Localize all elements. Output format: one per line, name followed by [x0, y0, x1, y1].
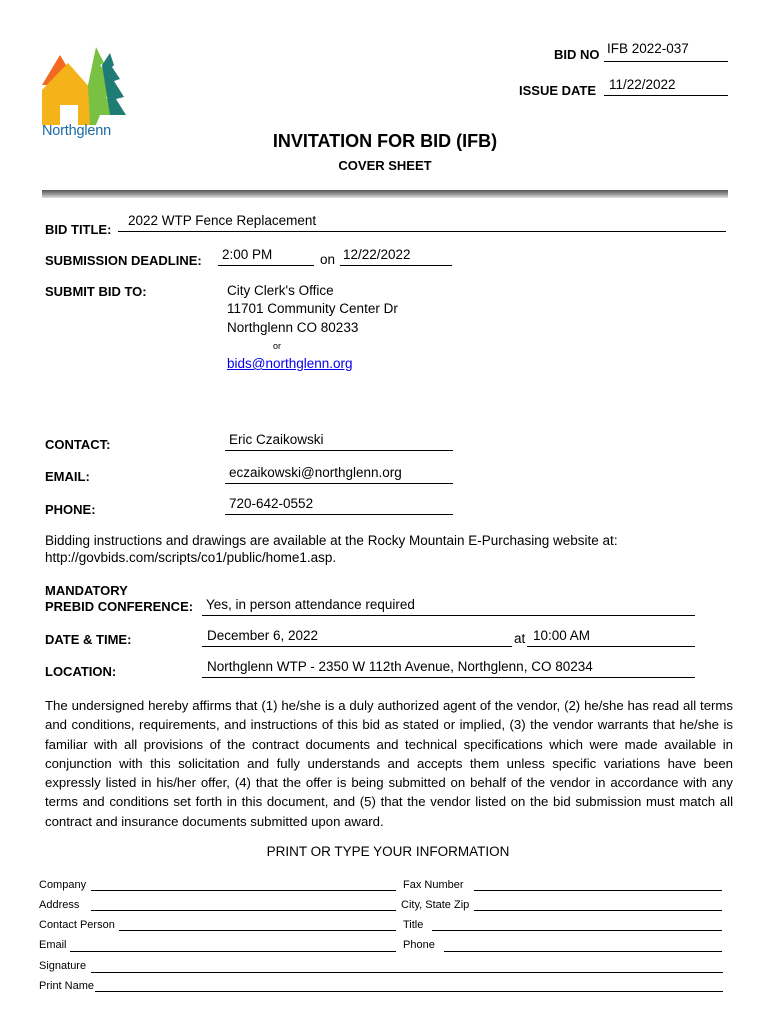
email-value: eczaikowski@northglenn.org: [229, 465, 402, 480]
bid-no-label: BID NO: [554, 47, 600, 62]
location-value: Northglenn WTP - 2350 W 112th Avenue, Northglenn, CO 80234: [207, 659, 593, 674]
prebid-date: December 6, 2022: [207, 628, 319, 643]
signature-label: Signature: [39, 960, 87, 972]
page-subtitle: COVER SHEET: [338, 158, 432, 173]
contact-person-input-line[interactable]: [119, 930, 396, 931]
issue-date-value: 11/22/2022: [609, 77, 676, 92]
bid-title-label: BID TITLE:: [45, 222, 112, 237]
phone-input-line[interactable]: [444, 951, 722, 952]
bid-no-underline: [604, 61, 728, 62]
submit-email-link[interactable]: bids@northglenn.org: [227, 356, 353, 371]
page-title: INVITATION FOR BID (IFB): [272, 131, 498, 151]
deadline-on: on: [320, 252, 336, 267]
contact-value: Eric Czaikowski: [229, 432, 324, 447]
issue-date-label: ISSUE DATE: [519, 83, 597, 98]
title-input-line[interactable]: [432, 930, 722, 931]
email-field-label: Email: [39, 939, 67, 951]
print-name-label: Print Name: [39, 980, 95, 992]
phone-label: PHONE:: [45, 502, 96, 517]
submit-line1: City Clerk's Office: [227, 283, 334, 298]
deadline-time: 2:00 PM: [222, 247, 273, 262]
company-label: Company: [39, 879, 87, 891]
affirmation-paragraph: The undersigned hereby affirms that (1) he/she is a duly authorized agent of the vendor, (2) he/she has read all terms and conditions, requirements, and instructions of this bid as stated or implied, (3) the vendor warrants that he/she is familiar with all provisions of the contract documents and technical specifications which were made available in conjunction with this solicitation and fully understands and accepts them unless specific variations have been expressly listed in his/her offer, (4) that the offer is being submitted on behalf of the vendor in accordance with any terms and conditions set forth in this document, and (5) that the vendor listed on the bid submission must match all contract and insurance documents submitted upon award.: [45, 698, 733, 829]
vendor-info-heading: PRINT OR TYPE YOUR INFORMATION: [266, 844, 510, 859]
submit-line3: Northglenn CO 80233: [227, 320, 359, 335]
prebid-at: at: [514, 631, 526, 646]
deadline-date-underline: [340, 265, 452, 266]
prebid-time-underline: [527, 646, 695, 647]
contact-person-label: Contact Person: [39, 919, 115, 931]
title-divider: [42, 190, 728, 198]
location-label: LOCATION:: [45, 664, 117, 679]
instructions-line2: http://govbids.com/scripts/co1/public/home1.asp.: [45, 550, 337, 565]
city-label: City, State Zip: [401, 899, 470, 911]
bid-no-value: IFB 2022-037: [607, 41, 689, 56]
bid-title-value: 2022 WTP Fence Replacement: [128, 213, 317, 228]
location-underline: [202, 677, 695, 678]
contact-underline: [225, 450, 453, 451]
fax-label: Fax Number: [403, 879, 464, 891]
bid-title-underline: [118, 231, 726, 232]
submit-line2: 11701 Community Center Dr: [227, 301, 398, 316]
deadline-time-underline: [218, 265, 314, 266]
phone-underline: [225, 514, 453, 515]
phone-value: 720-642-0552: [229, 496, 314, 511]
prebid-time: 10:00 AM: [533, 628, 591, 643]
email-underline: [225, 483, 453, 484]
city-input-line[interactable]: [474, 910, 722, 911]
email-label: EMAIL:: [45, 469, 90, 484]
northglenn-logo: [40, 45, 130, 145]
submit-or: or: [273, 341, 282, 351]
title-label: Title: [403, 919, 424, 931]
phone-field-label: Phone: [403, 939, 435, 951]
email-input-line[interactable]: [70, 951, 396, 952]
instructions-line1: Bidding instructions and drawings are available at the Rocky Mountain E-Purchasing website at:: [45, 533, 618, 548]
deadline-label: SUBMISSION DEADLINE:: [45, 253, 202, 268]
address-label: Address: [39, 899, 80, 911]
company-input-line[interactable]: [91, 890, 396, 891]
signature-input-line[interactable]: [91, 972, 723, 973]
submit-label: SUBMIT BID TO:: [45, 284, 147, 299]
prebid-label-line2: PREBID CONFERENCE:: [45, 599, 194, 614]
fax-input-line[interactable]: [474, 890, 722, 891]
issue-date-underline: [604, 95, 728, 96]
print-name-input-line[interactable]: [95, 991, 723, 992]
house-tree-icon: [40, 45, 130, 125]
deadline-date: 12/22/2022: [343, 247, 411, 262]
contact-label: CONTACT:: [45, 437, 111, 452]
prebid-date-underline: [202, 646, 512, 647]
prebid-value: Yes, in person attendance required: [206, 597, 415, 612]
logo-wordmark: Northglenn: [42, 123, 111, 139]
prebid-label-line1: MANDATORY: [45, 583, 128, 598]
address-input-line[interactable]: [91, 910, 396, 911]
prebid-underline: [202, 615, 695, 616]
datetime-label: DATE & TIME:: [45, 632, 132, 647]
